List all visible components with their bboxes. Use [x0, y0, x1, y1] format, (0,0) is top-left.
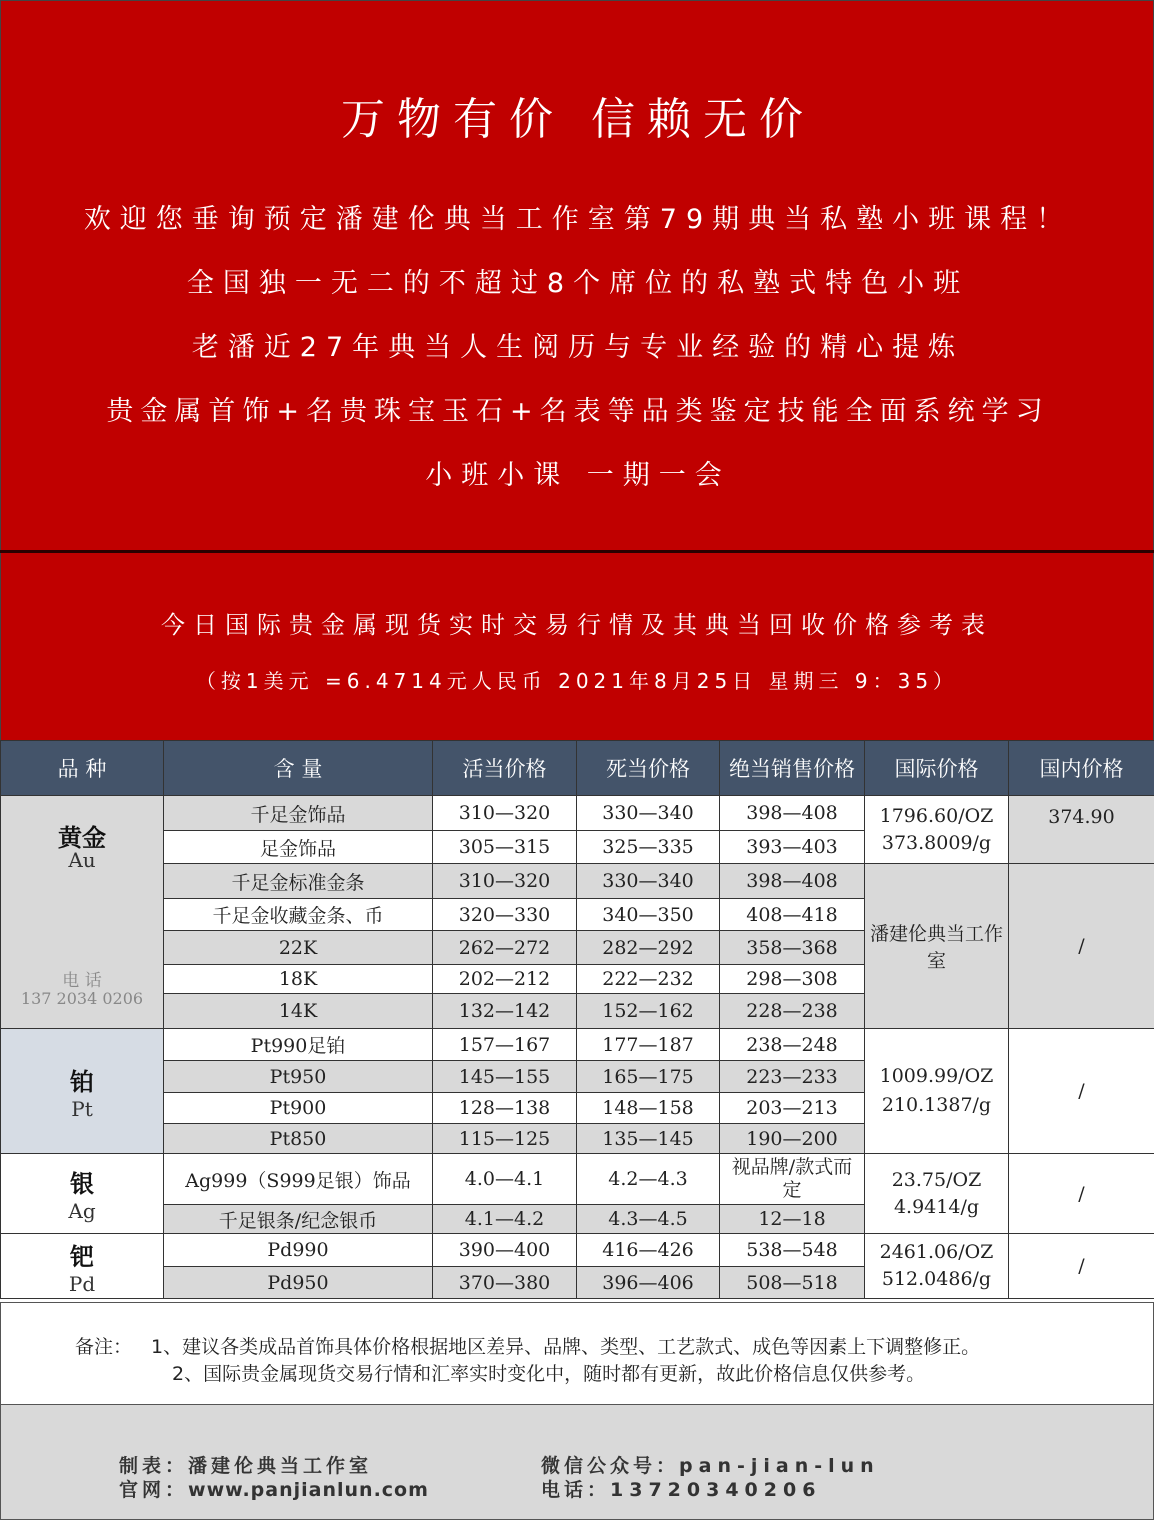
live-price-cell: 305—315 [433, 831, 577, 864]
content-cell: Pt950 [164, 1061, 433, 1093]
site-line [119, 1475, 429, 1502]
dead-price-cell: 152—162 [577, 994, 720, 1029]
platinum-intl-price [865, 1029, 1009, 1154]
dead-price-cell: 340—350 [577, 899, 720, 931]
table-title-banner [0, 553, 1154, 740]
gold-intl-oz: 1796.60/OZ [879, 804, 994, 827]
dead-price-cell: 416—426 [577, 1234, 720, 1267]
silver-intl-price [865, 1154, 1009, 1234]
note-2: 2、国际贵金属现货交易行情和汇率实时变化中，随时都有更新，故此价格信息仅供参考。 [172, 1363, 926, 1385]
live-price-cell: 115—125 [433, 1124, 577, 1154]
sale-price-cell: 398—408 [720, 864, 865, 899]
platinum-kind-cell [1, 1029, 164, 1154]
gold-name: 黄金 [58, 824, 106, 852]
maker-label: 制表： [119, 1455, 189, 1477]
price-table [0, 740, 1154, 1299]
site-label: 官网： [119, 1479, 189, 1501]
live-price-cell: 320—330 [433, 899, 577, 931]
footer [0, 1404, 1154, 1520]
header-domestic-price: 国内价格 [1009, 741, 1154, 796]
intro-line-2: 全国独一无二的不超过8个席位的私塾式特色小班 [186, 268, 970, 299]
palladium-intl-oz: 2461.06/OZ [879, 1241, 994, 1263]
phone-line [541, 1475, 821, 1502]
exchange-rate-line: （按1美元 =6.4714元人民币 2021年8月25日 星期三 9：35） [195, 669, 959, 693]
palladium-intl-price [865, 1234, 1009, 1299]
sale-price-cell: 223—233 [720, 1061, 865, 1093]
live-price-cell: 310—320 [433, 864, 577, 899]
palladium-kind-cell [1, 1234, 164, 1299]
live-price-cell: 145—155 [433, 1061, 577, 1093]
sale-price-cell: 12—18 [720, 1205, 865, 1234]
sale-price-cell: 393—403 [720, 831, 865, 864]
sale-price-cell: 298—308 [720, 965, 865, 994]
sale-price-cell: 视品牌/款式而定 [720, 1154, 865, 1205]
notes-box [0, 1302, 1154, 1406]
content-cell: Pt990足铂 [164, 1029, 433, 1061]
maker-line [119, 1451, 372, 1478]
live-price-cell: 132—142 [433, 994, 577, 1029]
dead-price-cell: 148—158 [577, 1093, 720, 1124]
phone-number: 137 2034 0206 [20, 989, 144, 1008]
content-cell: 千足金收藏金条、币 [164, 899, 433, 931]
gold-domestic-price: 374.90 [1009, 796, 1154, 864]
palladium-domestic-price: / [1009, 1234, 1154, 1299]
dead-price-cell: 325—335 [577, 831, 720, 864]
dead-price-cell: 330—340 [577, 796, 720, 831]
sale-price-cell: 508—518 [720, 1267, 865, 1299]
content-cell: Pt900 [164, 1093, 433, 1124]
dead-price-cell: 4.3—4.5 [577, 1205, 720, 1234]
platinum-intl-g: 210.1387/g [881, 1094, 992, 1116]
silver-intl-g: 4.9414/g [893, 1195, 980, 1218]
platinum-symbol: Pt [71, 1096, 93, 1121]
header-content: 含 量 [164, 741, 433, 796]
footer-phone: 13720340206 [610, 1479, 822, 1501]
dead-price-cell: 135—145 [577, 1124, 720, 1154]
silver-name: 银 [70, 1170, 94, 1198]
silver-symbol: Ag [68, 1199, 96, 1223]
palladium-intl-g: 512.0486/g [881, 1268, 992, 1290]
table-row [1, 1029, 1154, 1061]
table-row [1, 1234, 1154, 1267]
footer-phone-label: 电话： [541, 1479, 611, 1501]
live-price-cell: 370—380 [433, 1267, 577, 1299]
slogan: 万物有价 信赖无价 [341, 94, 815, 145]
content-cell: 千足金标准金条 [164, 864, 433, 899]
note-1: 1、建议各类成品首饰具体价格根据地区差异、品牌、类型、工艺款式、成色等因素上下调整修正。 [151, 1336, 981, 1358]
live-price-cell: 390—400 [433, 1234, 577, 1267]
live-price-cell: 202—212 [433, 965, 577, 994]
sale-price-cell: 190—200 [720, 1124, 865, 1154]
sale-price-cell: 228—238 [720, 994, 865, 1029]
content-cell: 足金饰品 [164, 831, 433, 864]
phone-label: 电 话 [62, 971, 102, 991]
silver-domestic-price: / [1009, 1154, 1154, 1234]
platinum-name: 铂 [70, 1067, 94, 1096]
content-cell: Pt850 [164, 1124, 433, 1154]
palladium-symbol: Pd [68, 1271, 96, 1296]
content-cell: 千足银条/纪念银币 [164, 1205, 433, 1234]
site-url[interactable]: www.panjianlun.com [188, 1479, 429, 1501]
silver-kind-cell [1, 1154, 164, 1234]
table-row [1, 796, 1154, 831]
dead-price-cell: 165—175 [577, 1061, 720, 1093]
header-kind: 品 种 [1, 741, 164, 796]
intro-line-1: 欢迎您垂询预定潘建伦典当工作室第79期典当私塾小班课程！ [83, 204, 1073, 235]
header-sale-price: 绝当销售价格 [720, 741, 865, 796]
dead-price-cell: 282—292 [577, 931, 720, 965]
dead-price-cell: 4.2—4.3 [577, 1154, 720, 1205]
dead-price-cell: 396—406 [577, 1267, 720, 1299]
promo-banner [0, 0, 1154, 552]
platinum-domestic-price: / [1009, 1029, 1154, 1154]
palladium-name: 钯 [70, 1242, 94, 1271]
live-price-cell: 262—272 [433, 931, 577, 965]
sale-price-cell: 238—248 [720, 1029, 865, 1061]
silver-intl-oz: 23.75/OZ [891, 1168, 982, 1191]
gold-kind-cell [1, 796, 164, 1029]
table-row [1, 1154, 1154, 1205]
table-title: 今日国际贵金属现货实时交易行情及其典当回收价格参考表 [161, 611, 993, 639]
content-cell: 18K [164, 965, 433, 994]
sale-price-cell: 358—368 [720, 931, 865, 965]
header-dead-price: 死当价格 [577, 741, 720, 796]
content-cell: Ag999（S999足银）饰品 [164, 1154, 433, 1205]
wechat-id: pan-jian-lun [679, 1455, 880, 1477]
gold-intl-g: 373.8009/g [881, 831, 992, 854]
dead-price-cell: 222—232 [577, 965, 720, 994]
intro-line-4: 贵金属首饰+名贵珠宝玉石+名表等品类鉴定技能全面系统学习 [106, 396, 1050, 427]
wechat-line [541, 1451, 880, 1478]
live-price-cell: 128—138 [433, 1093, 577, 1124]
dead-price-cell: 177—187 [577, 1029, 720, 1061]
gold-domestic-other: / [1009, 864, 1154, 1029]
sale-price-cell: 408—418 [720, 899, 865, 931]
dead-price-cell: 330—340 [577, 864, 720, 899]
live-price-cell: 310—320 [433, 796, 577, 831]
intro-line-5: 小班小课 一期一会 [425, 460, 731, 491]
wechat-label: 微信公众号： [541, 1455, 680, 1477]
header-intl-price: 国际价格 [865, 741, 1009, 796]
gold-symbol: Au [68, 848, 96, 872]
table-row [1, 864, 1154, 899]
sale-price-cell: 203—213 [720, 1093, 865, 1124]
notes-label: 备注： [75, 1336, 133, 1358]
platinum-intl-oz: 1009.99/OZ [879, 1065, 994, 1087]
table-header-row [1, 741, 1154, 796]
intro-line-3: 老潘近27年典当人生阅历与专业经验的精心提炼 [191, 332, 965, 363]
maker-name: 潘建伦典当工作室 [188, 1455, 373, 1477]
header-live-price: 活当价格 [433, 741, 577, 796]
live-price-cell: 157—167 [433, 1029, 577, 1061]
content-cell: Pd950 [164, 1267, 433, 1299]
gold-intl-price [865, 796, 1009, 864]
sale-price-cell: 538—548 [720, 1234, 865, 1267]
sale-price-cell: 398—408 [720, 796, 865, 831]
watermark-cell: 潘建伦典当工作室 [865, 864, 1009, 1029]
live-price-cell: 4.0—4.1 [433, 1154, 577, 1205]
live-price-cell: 4.1—4.2 [433, 1205, 577, 1234]
content-cell: 14K [164, 994, 433, 1029]
content-cell: 22K [164, 931, 433, 965]
content-cell: Pd990 [164, 1234, 433, 1267]
content-cell: 千足金饰品 [164, 796, 433, 831]
